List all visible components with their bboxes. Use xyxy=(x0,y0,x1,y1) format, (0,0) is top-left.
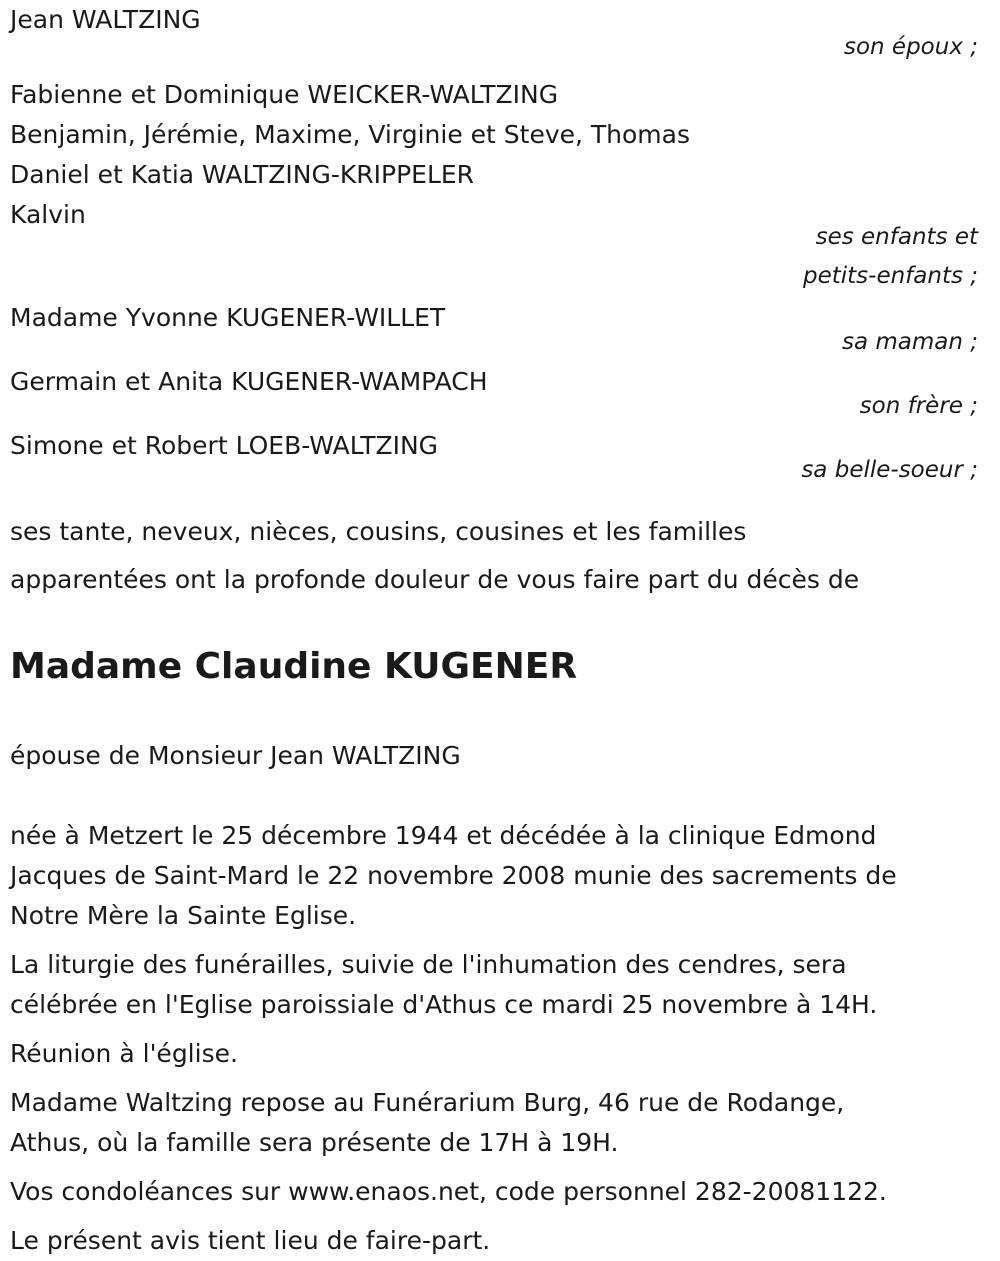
family-name: Jean WALTZING xyxy=(10,5,201,34)
paragraph-line: Athus, où la famille sera présente de 17H à 19H. xyxy=(10,1128,619,1157)
funeral-paragraph xyxy=(10,945,990,1025)
family-group-sister-in-law xyxy=(10,426,990,490)
paragraph-line: Madame Waltzing repose au Funérarium Burg, 46 rue de Rodange, xyxy=(10,1088,845,1117)
family-group-spouse xyxy=(10,0,990,67)
announcement-line: apparentées ont la profonde douleur de vous faire part du décès de xyxy=(10,565,860,594)
family-role: son époux ; xyxy=(843,34,978,60)
deceased-name: Madame Claudine KUGENER xyxy=(10,646,578,687)
spouse-line: épouse de Monsieur Jean WALTZING xyxy=(10,741,461,770)
paragraph-line: Notre Mère la Sainte Eglise. xyxy=(10,901,357,930)
announcement xyxy=(10,508,990,604)
family-role: son frère ; xyxy=(859,393,978,419)
paragraph-line: célébrée en l'Eglise paroissiale d'Athus ce mardi 25 novembre à 14H. xyxy=(10,990,878,1019)
family-group-children xyxy=(10,75,990,296)
announcement-line: ses tante, neveux, nièces, cousins, cousines et les familles xyxy=(10,517,747,546)
family-role: ses enfants et xyxy=(815,224,978,250)
family-name: Kalvin xyxy=(10,200,86,229)
family-role: sa maman ; xyxy=(841,329,978,355)
birth-death-paragraph xyxy=(10,816,990,936)
family-name: Madame Yvonne KUGENER-WILLET xyxy=(10,303,446,332)
family-name: Benjamin, Jérémie, Maxime, Virginie et Steve, Thomas xyxy=(10,120,691,149)
paragraph-line: La liturgie des funérailles, suivie de l'inhumation des cendres, sera xyxy=(10,950,847,979)
paragraph-line: Jacques de Saint-Mard le 22 novembre 2008 munie des sacrements de xyxy=(10,861,897,890)
family-name: Simone et Robert LOEB-WALTZING xyxy=(10,431,439,460)
family-name: Fabienne et Dominique WEICKER-WALTZING xyxy=(10,80,559,109)
family-role: sa belle-soeur ; xyxy=(801,457,978,483)
family-role: petits-enfants ; xyxy=(802,263,978,289)
paragraph-line: Le présent avis tient lieu de faire-part. xyxy=(10,1226,491,1255)
paragraph-line: Réunion à l'église. xyxy=(10,1039,238,1068)
paragraph-line: Vos condoléances sur www.enaos.net, code personnel 282-20081122. xyxy=(10,1177,887,1206)
paragraph-line: née à Metzert le 25 décembre 1944 et décédée à la clinique Edmond xyxy=(10,821,877,850)
meeting-paragraph xyxy=(10,1034,990,1074)
notice-paragraph xyxy=(10,1221,990,1261)
funerarium-paragraph xyxy=(10,1083,990,1163)
condolences-paragraph xyxy=(10,1172,990,1212)
family-group-mother xyxy=(10,298,990,362)
family-group-brother xyxy=(10,362,990,426)
family-name: Germain et Anita KUGENER-WAMPACH xyxy=(10,367,488,396)
family-name: Daniel et Katia WALTZING-KRIPPELER xyxy=(10,160,475,189)
